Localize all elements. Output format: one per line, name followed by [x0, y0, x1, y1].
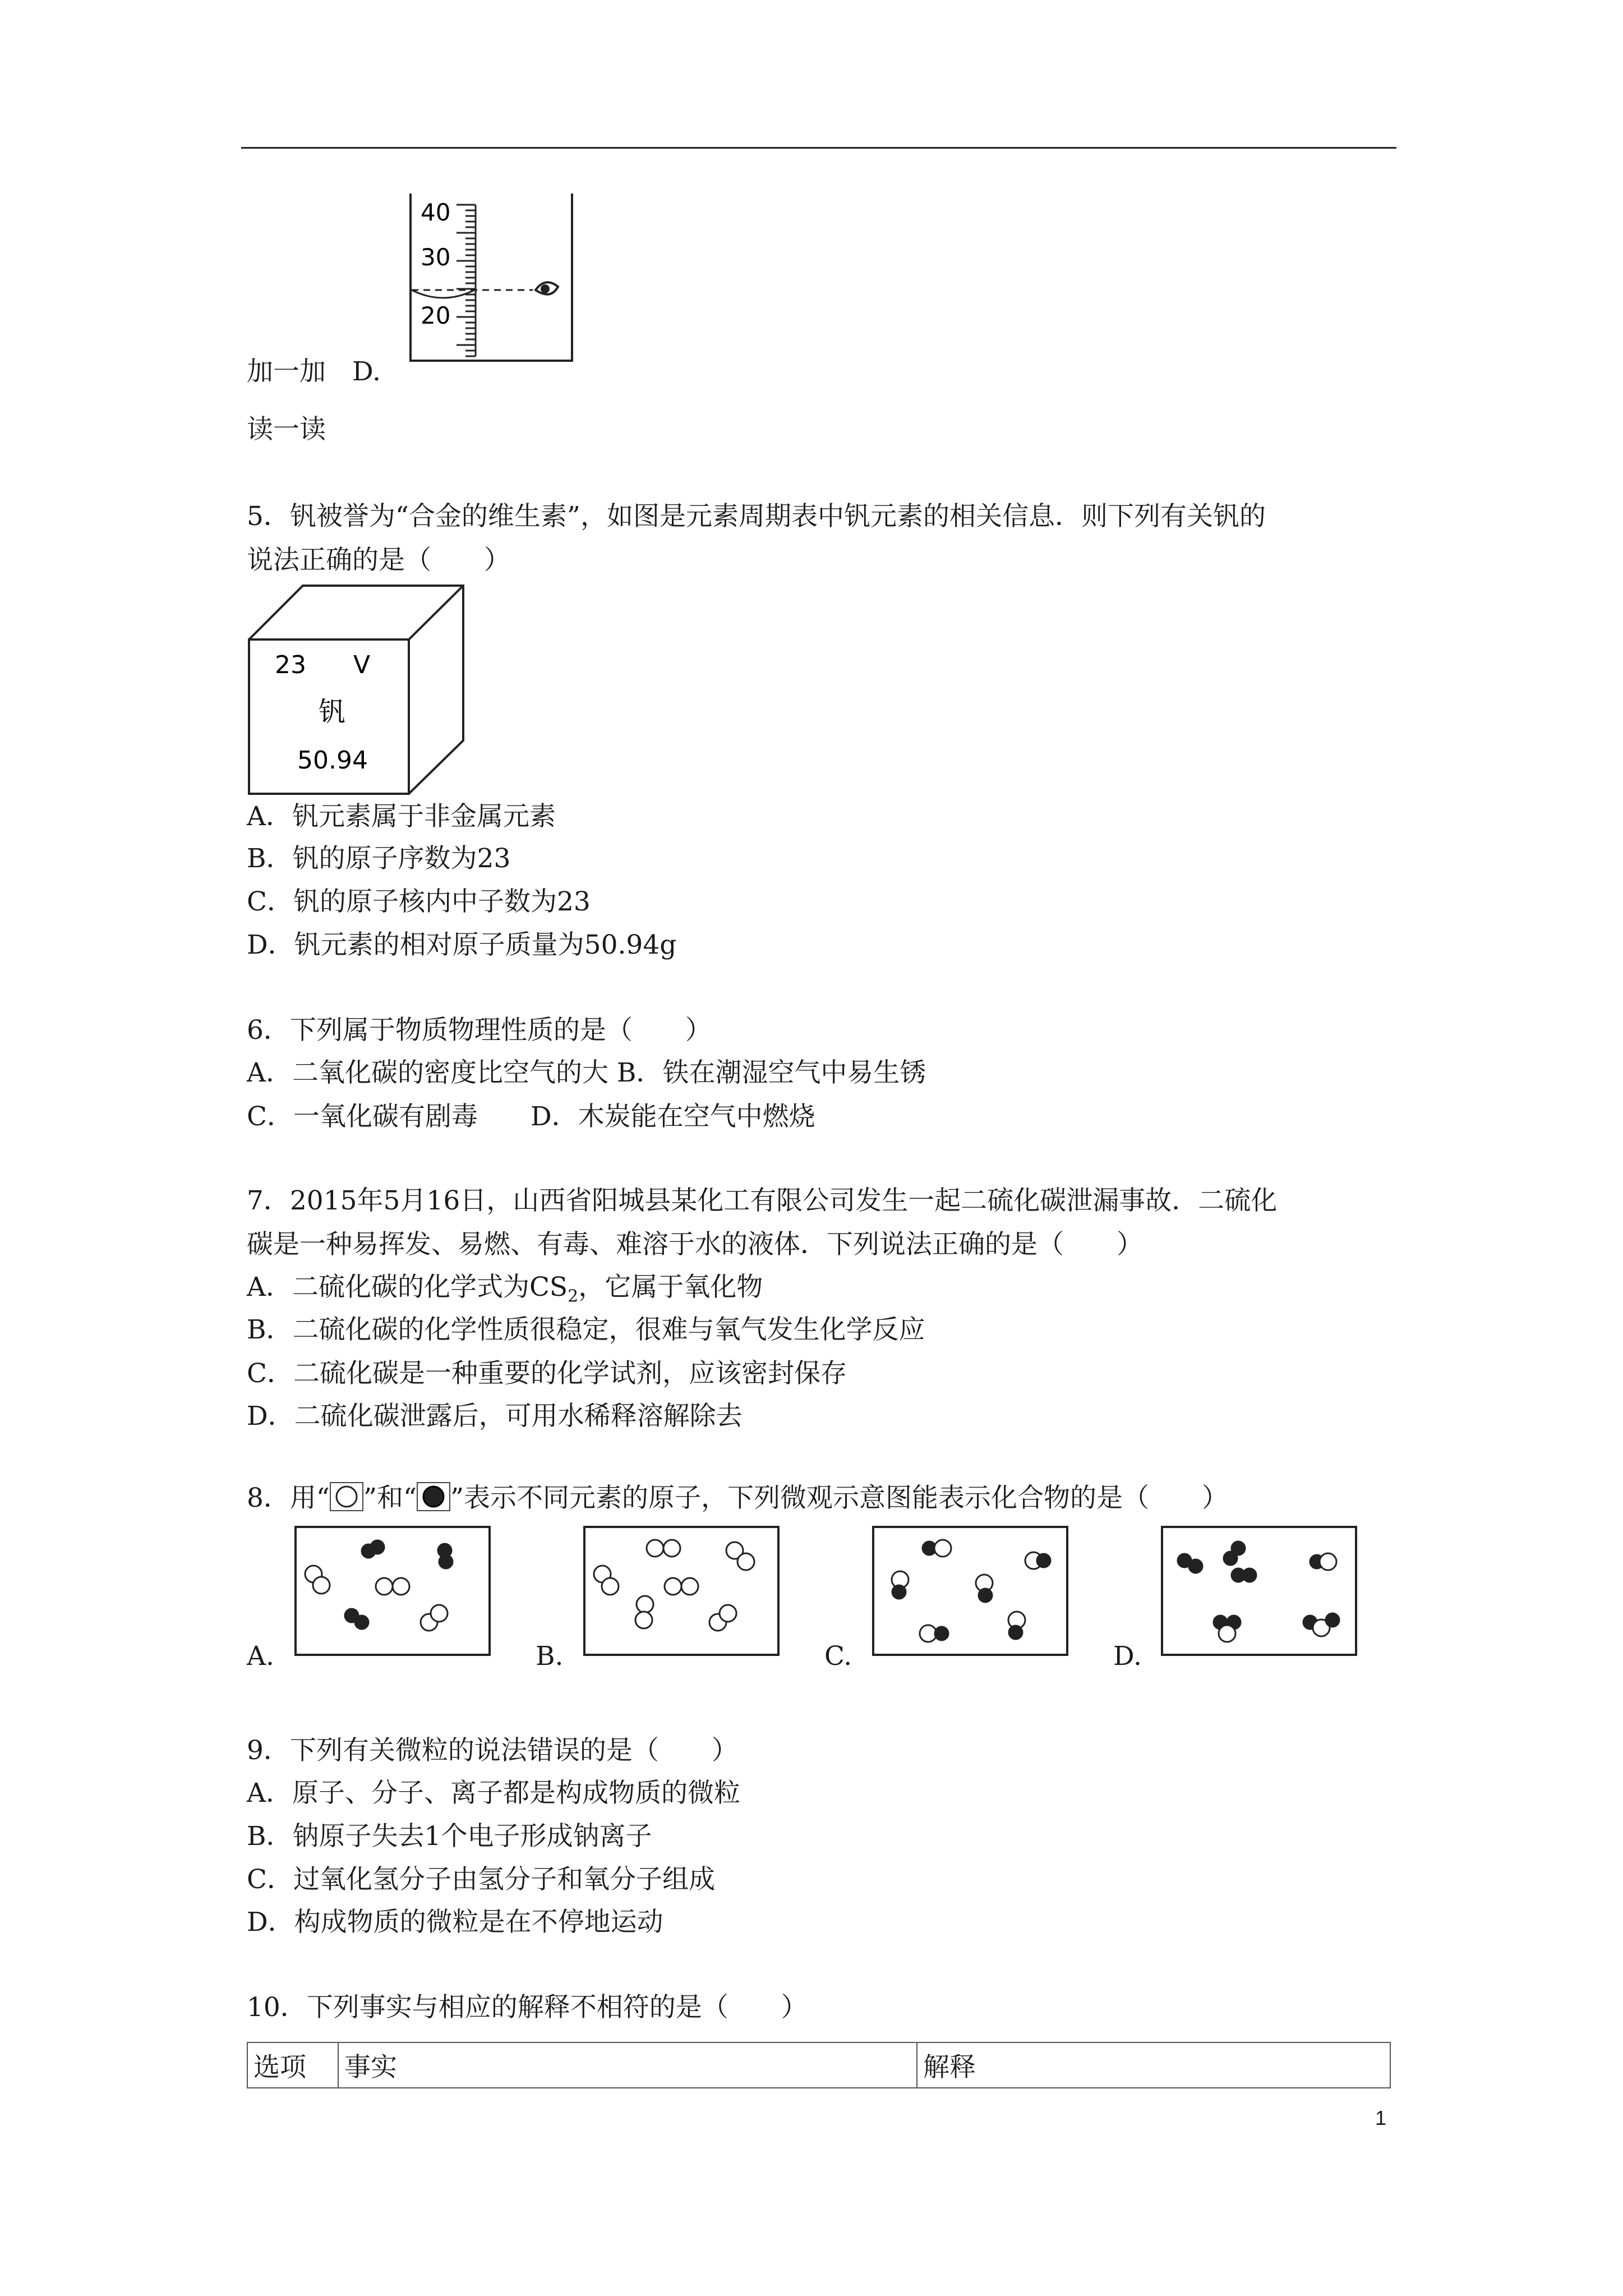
q7-option-b: B．二硫化碳的化学性质很稳定，很难与氧气发生化学反应 [247, 1314, 925, 1345]
q9-option-a: A．原子、分子、离子都是构成物质的微粒 [247, 1778, 740, 1809]
q5-option-a: A．钒元素属于非金属元素 [247, 801, 556, 832]
table-header-explanation: 解释 [917, 2042, 1390, 2088]
q10-stem: 10．下列事实与相应的解释不相符的是（ ） [247, 1992, 808, 2023]
q8-label-c: C. [824, 1641, 852, 1672]
q5-option-c: C．钒的原子核内中子数为23 [247, 886, 591, 917]
q8-label-a: A. [247, 1641, 274, 1672]
q9-option-b: B．钠原子失去1个电子形成钠离子 [247, 1821, 652, 1852]
table-header-row [247, 2042, 1390, 2088]
q8-diagram-a [294, 1526, 491, 1656]
q9-stem: 9．下列有关微粒的说法错误的是（ ） [247, 1735, 738, 1766]
q9-option-c: C．过氧化氢分子由氢分子和氧分子组成 [247, 1864, 715, 1895]
page-number: 1 [1375, 2106, 1387, 2129]
q10-table [247, 2042, 1391, 2088]
cylinder-tick-20: 20 [421, 302, 451, 329]
vanadium-element-card [247, 583, 465, 797]
q6-options-line-2: C．一氧化碳有剧毒 D．木炭能在空气中燃烧 [247, 1101, 815, 1132]
element-atomic-mass: 50.94 [297, 746, 368, 775]
element-name: 钒 [319, 696, 346, 728]
q5-stem-line-1: 5．钒被誉为“合金的维生素”，如图是元素周期表中钒元素的相关信息．则下列有关钒的 [247, 501, 1266, 532]
q8-label-d: D. [1113, 1641, 1142, 1672]
q5-stem-line-2: 说法正确的是（ ） [247, 545, 510, 576]
q9-option-d: D．构成物质的微粒是在不停地运动 [247, 1907, 663, 1938]
q7-option-d: D．二硫化碳泄露后，可用水稀释溶解除去 [247, 1401, 743, 1432]
cylinder-tick-30: 30 [421, 243, 451, 271]
white-atom-icon [330, 1482, 363, 1511]
element-symbol: V [353, 651, 371, 679]
q7-option-a: A．二硫化碳的化学式为$CS_2$，它属于氧化物 [247, 1272, 763, 1306]
q6-stem: 6．下列属于物质物理性质的是（ ） [247, 1015, 712, 1046]
q4-tail-text: 读一读 [247, 414, 326, 445]
q8-diagram-d [1161, 1526, 1357, 1656]
q8-diagram-b [583, 1526, 780, 1656]
header-rule [241, 147, 1396, 149]
graduated-cylinder-figure [404, 194, 578, 362]
cylinder-tick-40: 40 [421, 199, 451, 226]
q5-option-b: B．钒的原子序数为23 [247, 843, 511, 874]
q4-option-d-label: 加一加 D. [247, 356, 381, 387]
q7-stem-line-2: 碳是一种易挥发、易燃、有毒、难溶于水的液体．下列说法正确的是（ ） [247, 1229, 1143, 1260]
eye-icon [536, 282, 558, 294]
table-header-fact: 事实 [338, 2042, 917, 2088]
q7-stem-line-1: 7．2015年5月16日，山西省阳城县某化工有限公司发生一起二硫化碳泄漏事故．二硫化 [247, 1185, 1278, 1216]
q7-option-c: C．二硫化碳是一种重要的化学试剂，应该密封保存 [247, 1358, 847, 1389]
q8-stem: 8．用“ ”和“ ”表示不同元素的原子，下列微观示意图能表示化合物的是（ ） [247, 1483, 1229, 1513]
q8-diagram-c [872, 1526, 1068, 1656]
element-atomic-number: 23 [275, 651, 306, 679]
q6-options-line-1: A．二氧化碳的密度比空气的大 B．铁在潮湿空气中易生锈 [247, 1057, 926, 1088]
q5-option-d: D．钒元素的相对原子质量为50.94g [247, 930, 677, 960]
table-header-option: 选项 [247, 2042, 338, 2088]
q8-label-b: B. [536, 1641, 564, 1672]
black-atom-icon [417, 1482, 450, 1511]
